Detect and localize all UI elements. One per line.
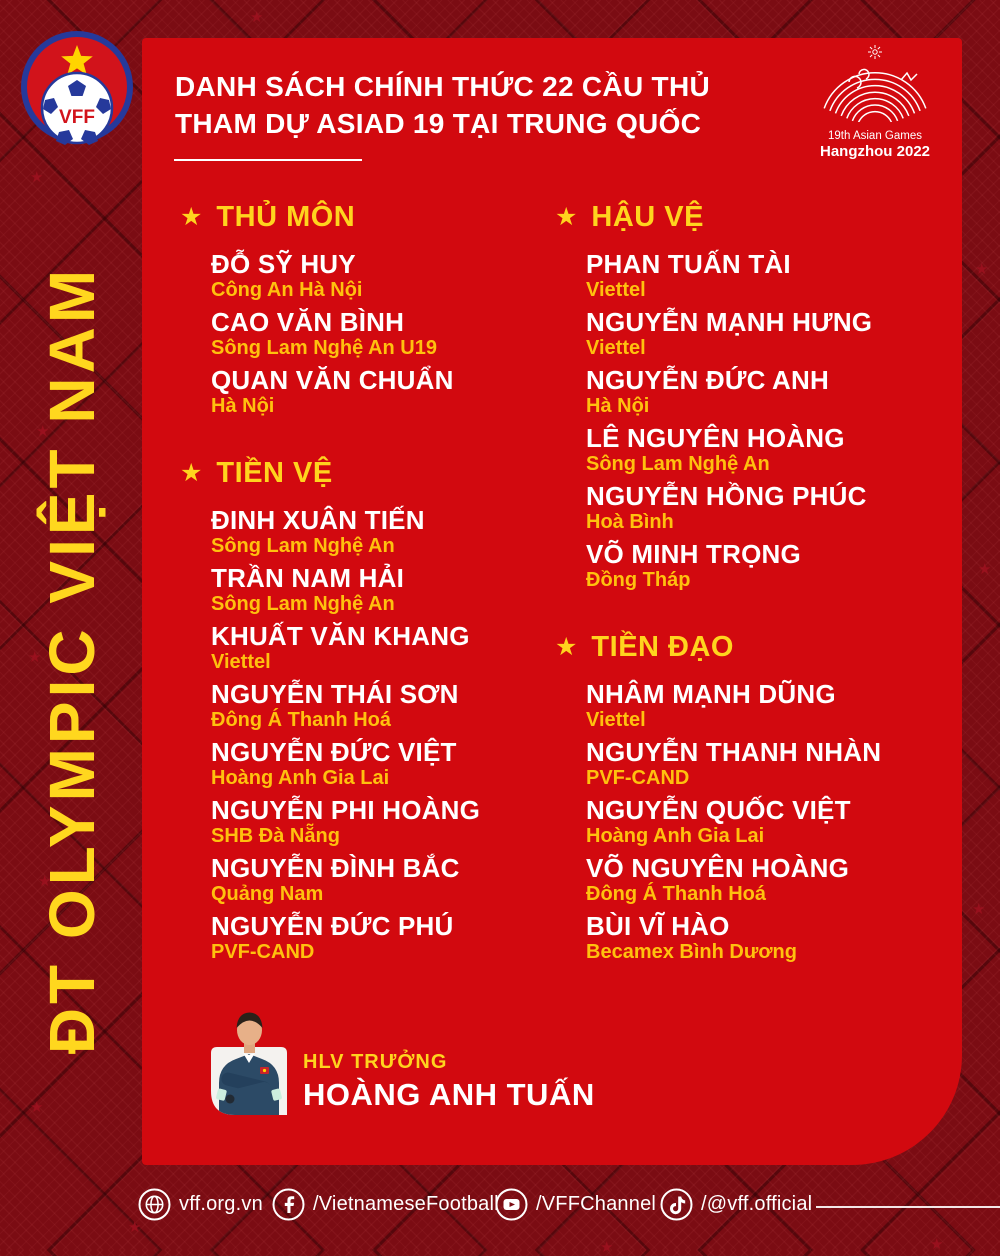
background-star-icon bbox=[930, 1235, 943, 1253]
background-star-icon bbox=[30, 1098, 43, 1116]
player-club: Sông Lam Nghệ An U19 bbox=[211, 337, 437, 359]
player-club: Hoàng Anh Gia Lai bbox=[211, 767, 390, 789]
player-entry bbox=[211, 738, 552, 790]
player-entry bbox=[586, 250, 960, 302]
player-name: NHÂM MẠNH DŨNG bbox=[586, 679, 836, 709]
player-entry bbox=[586, 308, 960, 360]
title-line-2: THAM DỰ ASIAD 19 TẠI TRUNG QUỐC bbox=[175, 108, 702, 139]
globe-icon bbox=[138, 1188, 171, 1221]
section-header bbox=[555, 630, 960, 664]
player-club: Hà Nội bbox=[586, 395, 650, 417]
facebook-icon bbox=[272, 1188, 305, 1221]
player-name: LÊ NGUYÊN HOÀNG bbox=[586, 423, 845, 453]
player-name: NGUYỄN THANH NHÀN bbox=[586, 737, 882, 767]
player-entry bbox=[586, 912, 960, 964]
asian-games-emblem bbox=[819, 64, 931, 122]
section-title: TIỀN ĐẠO bbox=[591, 631, 734, 663]
footer-item-tiktok bbox=[660, 1186, 812, 1222]
star-icon: ★ bbox=[180, 459, 203, 487]
player-club: Đồng Tháp bbox=[586, 569, 691, 591]
player-name: NGUYỄN ĐỨC PHÚ bbox=[211, 911, 454, 941]
player-entry bbox=[586, 738, 960, 790]
section-forwards bbox=[555, 630, 960, 964]
player-club: Sông Lam Nghệ An bbox=[211, 593, 395, 615]
background-star-icon bbox=[978, 560, 991, 578]
player-club: Đông Á Thanh Hoá bbox=[586, 883, 766, 905]
player-name: PHAN TUẤN TÀI bbox=[586, 249, 791, 279]
player-name: CAO VĂN BÌNH bbox=[211, 307, 405, 337]
player-club: Viettel bbox=[586, 279, 646, 301]
background-star-icon bbox=[30, 168, 43, 186]
player-club: SHB Đà Nẵng bbox=[211, 825, 340, 847]
player-club: Sông Lam Nghệ An bbox=[586, 453, 770, 475]
section-header bbox=[555, 200, 960, 234]
asian-games-logo bbox=[805, 44, 945, 160]
player-club: Công An Hà Nội bbox=[211, 279, 363, 301]
player-entry bbox=[586, 366, 960, 418]
player-name: ĐỖ SỸ HUY bbox=[211, 249, 356, 279]
youtube-icon bbox=[495, 1188, 528, 1221]
footer-item-facebook bbox=[272, 1186, 499, 1222]
player-club: Becamex Bình Dương bbox=[586, 941, 797, 963]
footer-facebook-text: /VietnameseFootball bbox=[313, 1192, 499, 1215]
sun-icon bbox=[867, 44, 883, 60]
star-icon: ★ bbox=[555, 633, 578, 661]
player-entry bbox=[211, 250, 552, 302]
title-line-1: DANH SÁCH CHÍNH THỨC 22 CẦU THỦ bbox=[175, 71, 710, 102]
player-name: TRẦN NAM HẢI bbox=[211, 563, 405, 593]
footer-item-website bbox=[138, 1186, 263, 1222]
player-entry bbox=[211, 680, 552, 732]
player-entry bbox=[586, 854, 960, 906]
player-name: NGUYỄN ĐÌNH BẮC bbox=[211, 853, 460, 883]
player-club: Quảng Nam bbox=[211, 883, 324, 905]
tiktok-icon bbox=[660, 1188, 693, 1221]
roster-column-left bbox=[180, 200, 552, 970]
background-star-icon bbox=[250, 8, 263, 26]
player-entry bbox=[211, 366, 552, 418]
player-club: PVF-CAND bbox=[211, 941, 315, 963]
section-header bbox=[180, 200, 552, 234]
player-name: BÙI VĨ HÀO bbox=[586, 911, 730, 941]
games-label-line2: Hangzhou 2022 bbox=[819, 143, 931, 160]
coach-role-label: HLV TRƯỞNG bbox=[303, 1051, 448, 1073]
player-club: Hà Nội bbox=[211, 395, 275, 417]
background-star-icon bbox=[972, 900, 985, 918]
section-header bbox=[180, 456, 552, 490]
background-star-icon bbox=[975, 260, 988, 278]
svg-text:VFF: VFF bbox=[59, 107, 95, 128]
player-club: PVF-CAND bbox=[586, 767, 690, 789]
player-entry bbox=[586, 540, 960, 592]
player-name: NGUYỄN ĐỨC VIỆT bbox=[211, 737, 457, 767]
vff-logo bbox=[18, 28, 136, 146]
section-goalkeepers bbox=[180, 200, 552, 418]
player-entry bbox=[586, 482, 960, 534]
player-club: Đông Á Thanh Hoá bbox=[211, 709, 391, 731]
player-entry bbox=[211, 308, 552, 360]
player-entry bbox=[211, 506, 552, 558]
section-defenders bbox=[555, 200, 960, 592]
player-club: Sông Lam Nghệ An bbox=[211, 535, 395, 557]
page-title bbox=[175, 68, 775, 142]
player-name: NGUYỄN MẠNH HƯNG bbox=[586, 307, 873, 337]
player-name: NGUYỄN THÁI SƠN bbox=[211, 679, 459, 709]
background-star-icon bbox=[600, 1238, 613, 1256]
footer-website-text: vff.org.vn bbox=[179, 1192, 263, 1215]
games-label-line1: 19th Asian Games bbox=[828, 130, 922, 142]
section-title: THỦ MÔN bbox=[216, 201, 356, 233]
player-club: Hoàng Anh Gia Lai bbox=[586, 825, 765, 847]
player-name: QUAN VĂN CHUẨN bbox=[211, 365, 454, 395]
coach-photo bbox=[205, 1003, 293, 1115]
section-midfielders bbox=[180, 456, 552, 964]
footer-divider-line bbox=[816, 1206, 1000, 1208]
player-club: Viettel bbox=[586, 709, 646, 731]
coach-name: HOÀNG ANH TUẤN bbox=[303, 1077, 595, 1112]
player-name: VÕ MINH TRỌNG bbox=[586, 539, 801, 569]
footer-youtube-text: /VFFChannel bbox=[536, 1192, 657, 1215]
section-title: HẬU VỆ bbox=[591, 201, 704, 233]
player-name: NGUYỄN ĐỨC ANH bbox=[586, 365, 829, 395]
player-entry bbox=[586, 796, 960, 848]
player-name: NGUYỄN HỒNG PHÚC bbox=[586, 481, 867, 511]
player-club: Viettel bbox=[586, 337, 646, 359]
player-club: Hoà Bình bbox=[586, 511, 674, 533]
footer-item-youtube bbox=[495, 1186, 656, 1222]
roster-column-right bbox=[555, 200, 960, 970]
player-entry bbox=[586, 424, 960, 476]
player-entry bbox=[211, 564, 552, 616]
player-name: VÕ NGUYÊN HOÀNG bbox=[586, 853, 850, 883]
player-entry bbox=[211, 912, 552, 964]
player-name: NGUYỄN PHI HOÀNG bbox=[211, 795, 481, 825]
footer-tiktok-text: /@vff.official bbox=[701, 1192, 813, 1215]
player-entry bbox=[586, 680, 960, 732]
star-icon: ★ bbox=[555, 203, 578, 231]
title-underline bbox=[174, 159, 362, 161]
player-entry bbox=[211, 622, 552, 674]
section-title: TIỀN VỆ bbox=[216, 457, 333, 489]
player-club: Viettel bbox=[211, 651, 271, 673]
player-name: KHUẤT VĂN KHANG bbox=[211, 621, 470, 651]
player-name: ĐINH XUÂN TIẾN bbox=[211, 505, 425, 535]
side-banner-team-name: ĐT OLYMPIC VIỆT NAM bbox=[36, 265, 108, 1055]
player-entry bbox=[211, 854, 552, 906]
player-entry bbox=[211, 796, 552, 848]
star-icon: ★ bbox=[180, 203, 203, 231]
player-name: NGUYỄN QUỐC VIỆT bbox=[586, 795, 851, 825]
